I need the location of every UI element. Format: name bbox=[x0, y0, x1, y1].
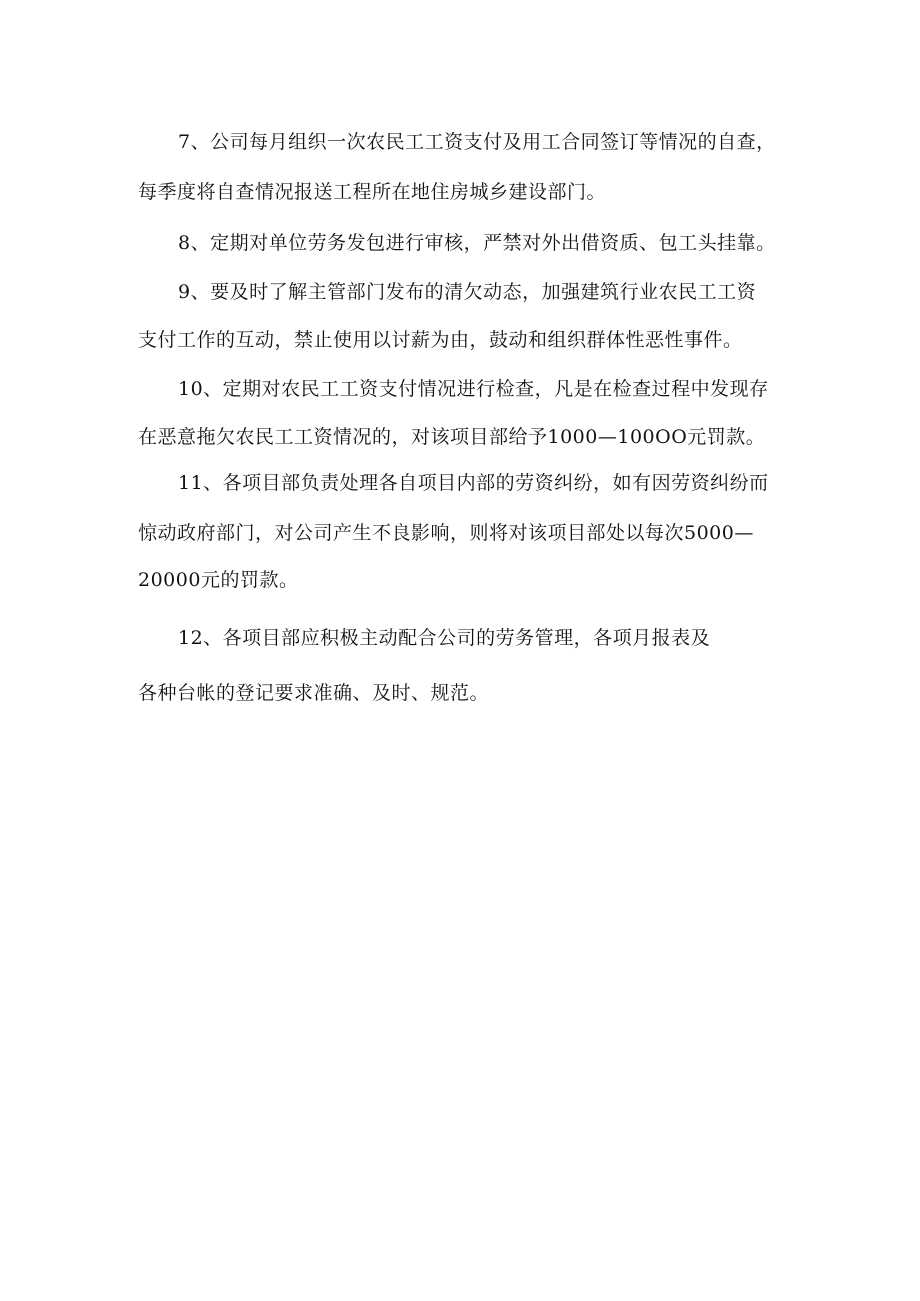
paragraph-11-line-2: 惊动政府部门，对公司产生不良影响，则将对该项目部处以每次5000— bbox=[138, 522, 754, 544]
paragraph-7-line-1: 7、公司每月组织一次农民工工资支付及用工合同签订等情况的自查， bbox=[178, 131, 776, 153]
paragraph-9-line-1: 9、要及时了解主管部门发布的清欠动态，加强建筑行业农民工工资 bbox=[178, 281, 757, 303]
paragraph-9-line-2: 支付工作的互动，禁止使用以讨薪为由，鼓动和组织群体性恶性事件。 bbox=[138, 329, 743, 351]
paragraph-10-line-2: 在恶意拖欠农民工工资情况的，对该项目部给予1000—100OO元罚款。 bbox=[138, 426, 766, 448]
paragraph-10-line-1: 10、定期对农民工工资支付情况进行检查，凡是在检查过程中发现存 bbox=[178, 378, 769, 400]
paragraph-12-line-2: 各种台帐的登记要求准确、及时、规范。 bbox=[138, 682, 490, 704]
paragraph-8-line-1: 8、定期对单位劳务发包进行审核，严禁对外出借资质、包工头挂靠。 bbox=[178, 232, 776, 254]
paragraph-12-line-1: 12、各项目部应积极主动配合公司的劳务管理，各项月报表及 bbox=[178, 627, 711, 649]
paragraph-11-line-3: 20000元的罚款。 bbox=[138, 569, 299, 591]
paragraph-11-line-1: 11、各项目部负责处理各自项目内部的劳资纠纷，如有因劳资纠纷而 bbox=[178, 472, 769, 494]
paragraph-7-line-2: 每季度将自查情况报送工程所在地住房城乡建设部门。 bbox=[138, 181, 607, 203]
